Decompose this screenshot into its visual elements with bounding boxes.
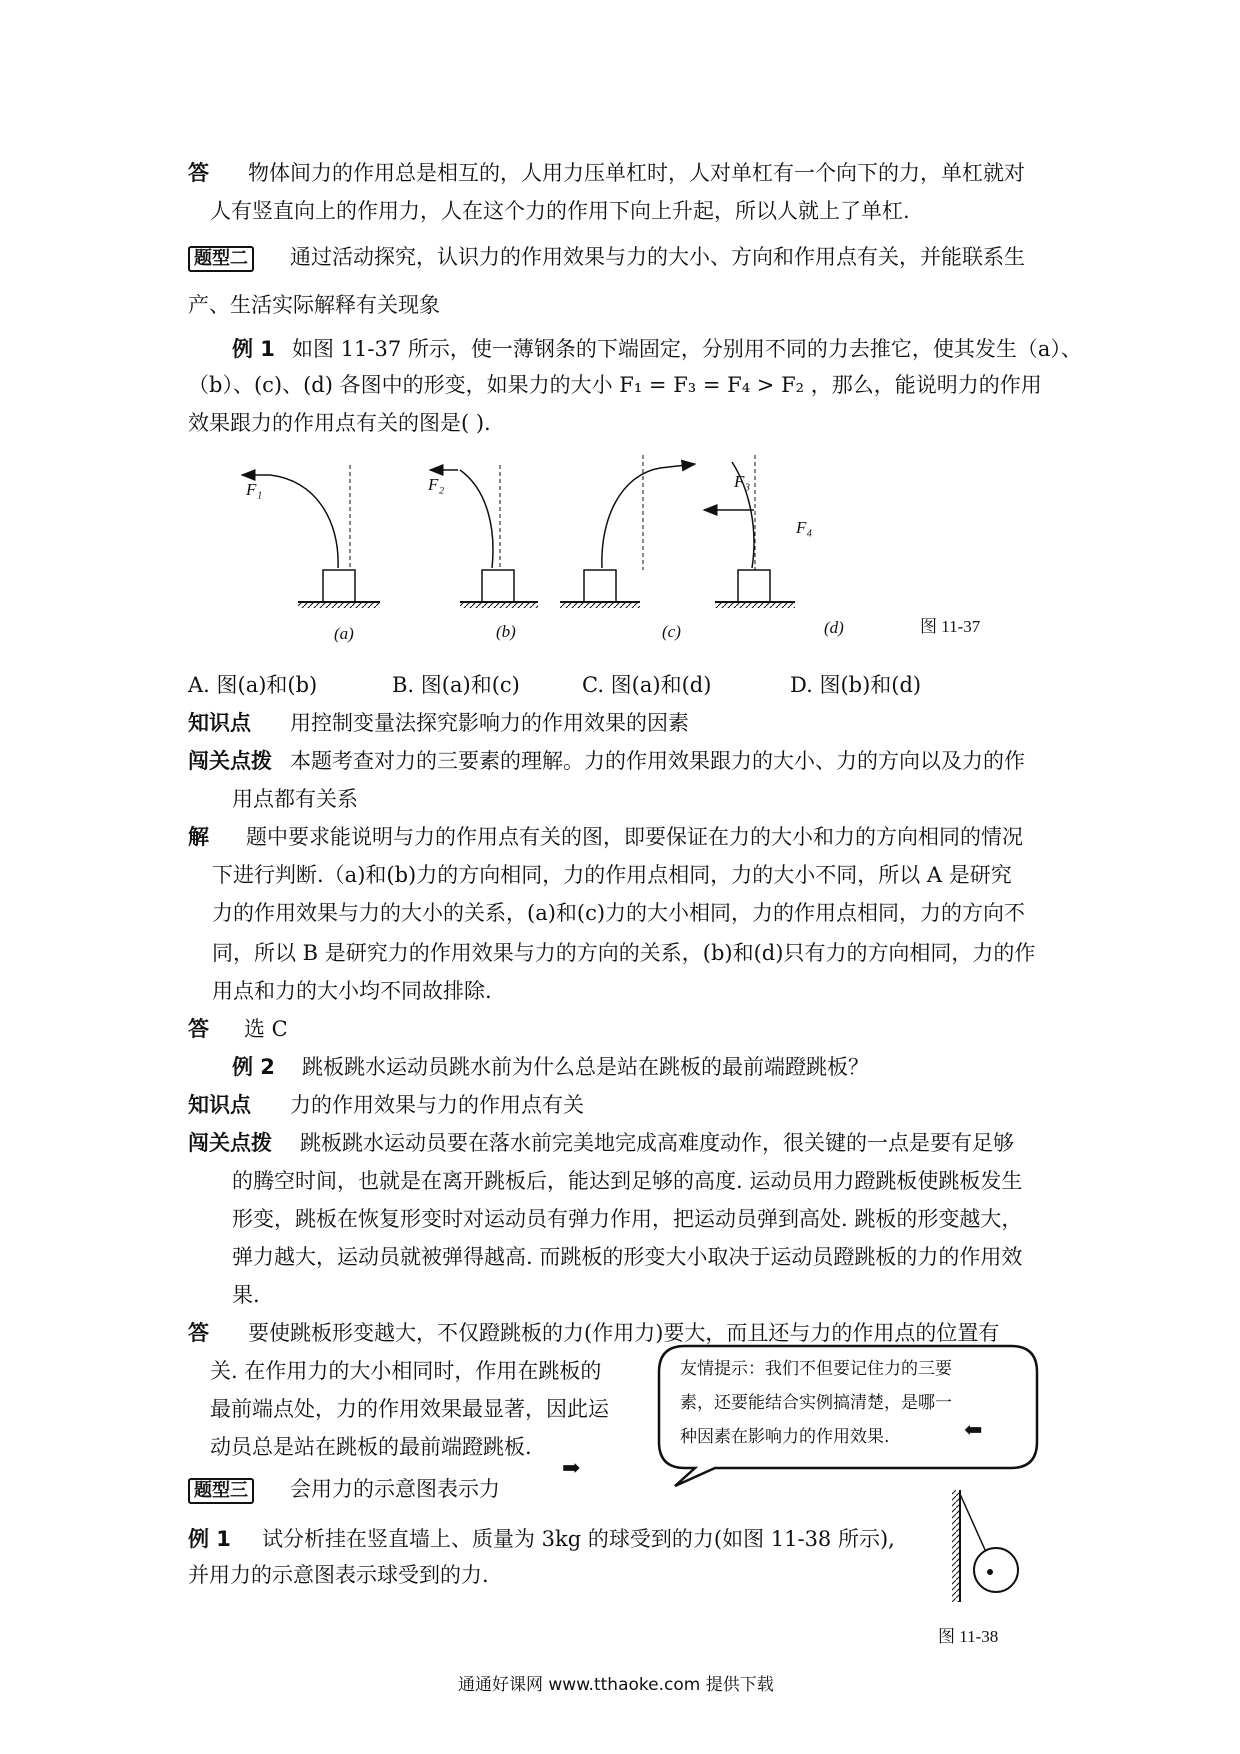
hint2-line-1: 跳板跳水运动员要在落水前完美地完成高难度动作，很关键的一点是要有足够 bbox=[300, 1131, 1014, 1155]
solution-line-4: 同，所以 B 是研究力的作用效果与力的方向的关系，(b)和(d)只有力的方向相同，力的作 bbox=[212, 941, 1036, 965]
example2-text: 跳板跳水运动员跳水前为什么总是站在跳板的最前端蹬跳板？ bbox=[302, 1055, 869, 1079]
panel-c-diagram bbox=[560, 455, 695, 608]
hint2-label: 闯关点拨 bbox=[188, 1131, 272, 1155]
panel-b-label: (b) bbox=[496, 622, 516, 641]
answer2-line-4: 动员总是站在跳板的最前端蹬跳板. bbox=[210, 1435, 532, 1459]
option-b: B. 图(a)和(c) bbox=[392, 673, 520, 697]
knowledge2-label: 知识点 bbox=[188, 1093, 251, 1117]
answer-line-1: 物体间力的作用总是相互的，人用力压单杠时，人对单杠有一个向下的力，单杠就对 bbox=[248, 161, 1025, 185]
answer2-line-1: 要使跳板形变越大，不仅蹬跳板的力(作用力)要大，而且还与力的作用点的位置有 bbox=[248, 1321, 1000, 1345]
force-f3-label: F₃ bbox=[734, 472, 751, 491]
example1-line-3: 效果跟力的作用点有关的图是( ). bbox=[188, 411, 491, 435]
tip-line-2: 素，还要能结合实例搞清楚，是哪一 bbox=[680, 1393, 952, 1413]
example1-line-2: （b）、(c)、(d) 各图中的形变，如果力的大小 F₁ = F₃ = F₄ > F₂ ，那么，能说明力的作用 bbox=[188, 373, 1042, 397]
hint2-line-5: 果. bbox=[232, 1283, 260, 1307]
type3-title: 会用力的示意图表示力 bbox=[290, 1477, 500, 1501]
arrow-right-icon: ➡ bbox=[562, 1456, 581, 1481]
force-f2-label: F₂ bbox=[428, 475, 445, 494]
knowledge-label: 知识点 bbox=[188, 711, 251, 735]
type3-badge: 题型三 bbox=[188, 1474, 254, 1504]
example3-line-2: 并用力的示意图表示球受到的力. bbox=[188, 1563, 489, 1587]
answer-c-label: 答 bbox=[188, 1017, 209, 1041]
panel-a-label: (a) bbox=[334, 624, 354, 643]
figure-11-37-caption: 图 11-37 bbox=[920, 617, 981, 636]
arrow-left-icon: ⬅ bbox=[964, 1418, 983, 1443]
hint2-line-4: 弹力越大，运动员就被弹得越高. 而跳板的形变大小取决于运动员蹬跳板的力的作用效 bbox=[232, 1245, 1023, 1269]
panel-d-label: (d) bbox=[824, 618, 844, 637]
knowledge-text: 用控制变量法探究影响力的作用效果的因素 bbox=[290, 711, 689, 735]
solution-line-5: 用点和力的大小均不同故排除. bbox=[212, 979, 492, 1003]
answer-line-2: 人有竖直向上的作用力，人在这个力的作用下向上升起，所以人就上了单杠. bbox=[210, 199, 910, 223]
figure-11-37 bbox=[220, 450, 1020, 650]
type2-title-line-1: 通过活动探究，认识力的作用效果与力的大小、方向和作用点有关，并能联系生 bbox=[290, 245, 1025, 269]
answer-label: 答 bbox=[188, 161, 209, 185]
example1-label: 例 1 bbox=[232, 337, 275, 361]
figure-11-38-caption: 图 11-38 bbox=[938, 1627, 999, 1646]
solution-line-1: 题中要求能说明与力的作用点有关的图，即要保证在力的大小和力的方向相同的情况 bbox=[246, 825, 1023, 849]
figure-11-38 bbox=[950, 1490, 1030, 1610]
force-f1-label: F₁ bbox=[246, 480, 263, 499]
example3-label: 例 1 bbox=[188, 1527, 231, 1551]
panel-b-diagram bbox=[430, 465, 538, 608]
option-c: C. 图(a)和(d) bbox=[582, 673, 712, 697]
option-a: A. 图(a)和(b) bbox=[188, 673, 318, 697]
solution-line-3: 力的作用效果与力的大小的关系，(a)和(c)力的大小相同，力的作用点相同，力的方向不 bbox=[212, 901, 1026, 925]
knowledge2-text: 力的作用效果与力的作用点有关 bbox=[290, 1093, 584, 1117]
panel-a-diagram bbox=[242, 465, 380, 608]
hint2-line-2: 的腾空时间，也就是在离开跳板后，能达到足够的高度. 运动员用力蹬跳板使跳板发生 bbox=[232, 1169, 1023, 1193]
panel-c-label: (c) bbox=[662, 622, 681, 641]
answer2-line-2: 关. 在作用力的大小相同时，作用在跳板的 bbox=[210, 1359, 602, 1383]
hint-label: 闯关点拨 bbox=[188, 749, 272, 773]
hint-line-2: 用点都有关系 bbox=[232, 787, 358, 811]
answer2-line-3: 最前端点处，力的作用效果最显著，因此运 bbox=[210, 1397, 609, 1421]
type2-badge: 题型二 bbox=[188, 242, 254, 272]
solution-line-2: 下进行判断.（a)和(b)力的方向相同，力的作用点相同，力的大小不同，所以 A 是研究 bbox=[212, 863, 1012, 887]
type2-title-line-2: 产、生活实际解释有关现象 bbox=[188, 293, 440, 317]
footer-text: 通通好课网 www.tthaoke.com 提供下载 bbox=[458, 1675, 774, 1695]
example3-line-1: 试分析挂在竖直墙上、质量为 3kg 的球受到的力(如图 11-38 所示), bbox=[262, 1527, 895, 1551]
hint2-line-3: 形变，跳板在恢复形变时对运动员有弹力作用，把运动员弹到高处. 跳板的形变越大， bbox=[232, 1207, 1023, 1231]
answer2-label: 答 bbox=[188, 1321, 209, 1345]
hint-line-1: 本题考查对力的三要素的理解。力的作用效果跟力的大小、力的方向以及力的作 bbox=[290, 749, 1025, 773]
solution-label: 解 bbox=[188, 825, 209, 849]
example2-label: 例 2 bbox=[232, 1055, 275, 1079]
example1-line-1: 如图 11-37 所示，使一薄钢条的下端固定，分别用不同的力去推它，使其发生（a）、 bbox=[292, 337, 1082, 361]
answer-c-text: 选 C bbox=[244, 1017, 288, 1041]
tip-line-3: 种因素在影响力的作用效果. bbox=[680, 1427, 890, 1447]
force-f4-label: F₄ bbox=[796, 518, 813, 537]
tip-line-1: 友情提示：我们不但要记住力的三要 bbox=[680, 1359, 952, 1379]
option-d: D. 图(b)和(d) bbox=[790, 673, 922, 697]
